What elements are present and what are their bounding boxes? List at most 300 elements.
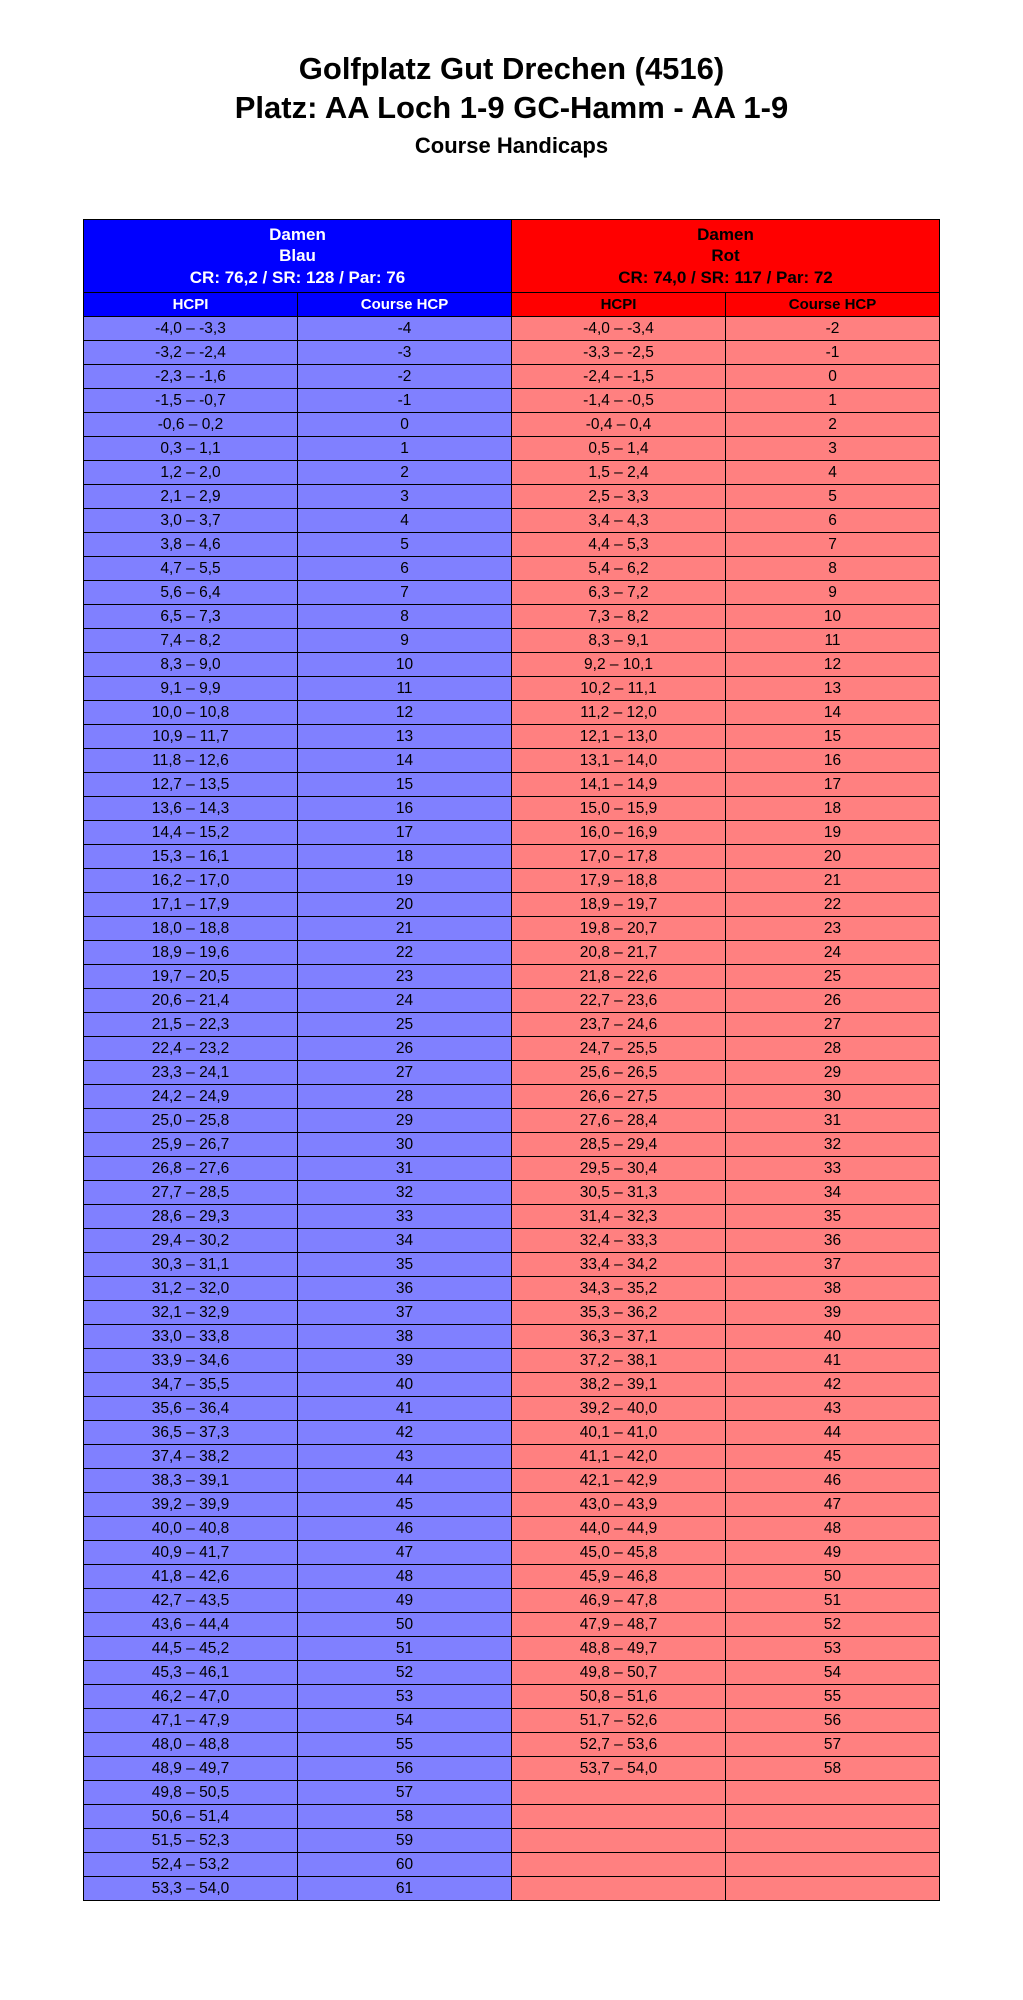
hcpi-range-blau: 48,0 – 48,8 <box>84 1733 298 1757</box>
table-row <box>84 1205 940 1229</box>
tee-header-rot <box>512 220 940 293</box>
hcpi-range-rot: 15,0 – 15,9 <box>512 797 726 821</box>
table-row <box>84 1781 940 1805</box>
course-hcp-rot: 6 <box>726 509 940 533</box>
hcpi-range-rot <box>512 1853 726 1877</box>
table-row <box>84 1805 940 1829</box>
hcpi-range-rot: 3,4 – 4,3 <box>512 509 726 533</box>
course-hcp-blau: 58 <box>298 1805 512 1829</box>
table-row <box>84 1589 940 1613</box>
hcpi-range-blau: 25,9 – 26,7 <box>84 1133 298 1157</box>
table-row <box>84 365 940 389</box>
tee-ratings: CR: 74,0 / SR: 117 / Par: 72 <box>618 267 833 287</box>
hcpi-range-rot: 1,5 – 2,4 <box>512 461 726 485</box>
hcpi-range-blau: 49,8 – 50,5 <box>84 1781 298 1805</box>
course-hcp-rot: 44 <box>726 1421 940 1445</box>
course-hcp-rot: 15 <box>726 725 940 749</box>
hcpi-range-blau: 29,4 – 30,2 <box>84 1229 298 1253</box>
hcpi-range-blau: 48,9 – 49,7 <box>84 1757 298 1781</box>
course-hcp-blau: 1 <box>298 437 512 461</box>
hcpi-range-blau: 50,6 – 51,4 <box>84 1805 298 1829</box>
course-hcp-rot: 4 <box>726 461 940 485</box>
hcpi-range-blau: -1,5 – -0,7 <box>84 389 298 413</box>
table-row <box>84 1637 940 1661</box>
tee-gender: Damen <box>697 224 754 244</box>
hcpi-range-blau: 6,5 – 7,3 <box>84 605 298 629</box>
course-hcp-blau: 19 <box>298 869 512 893</box>
table-row <box>84 1157 940 1181</box>
hcpi-range-blau: 37,4 – 38,2 <box>84 1445 298 1469</box>
course-hcp-rot <box>726 1853 940 1877</box>
course-hcp-rot: -1 <box>726 341 940 365</box>
table-row <box>84 1301 940 1325</box>
table-row <box>84 701 940 725</box>
table-row <box>84 941 940 965</box>
hcpi-range-blau: 9,1 – 9,9 <box>84 677 298 701</box>
course-hcp-rot: 5 <box>726 485 940 509</box>
table-row <box>84 437 940 461</box>
hcpi-range-rot: 12,1 – 13,0 <box>512 725 726 749</box>
table-row <box>84 989 940 1013</box>
hcpi-range-blau: 40,9 – 41,7 <box>84 1541 298 1565</box>
column-header-hcpi: HCPI <box>84 293 298 317</box>
hcpi-range-rot: 23,7 – 24,6 <box>512 1013 726 1037</box>
hcpi-range-rot: 10,2 – 11,1 <box>512 677 726 701</box>
course-hcp-rot: 3 <box>726 437 940 461</box>
hcpi-range-blau: 33,9 – 34,6 <box>84 1349 298 1373</box>
course-hcp-blau: 3 <box>298 485 512 509</box>
table-row <box>84 1061 940 1085</box>
course-hcp-rot: 35 <box>726 1205 940 1229</box>
course-hcp-blau: 56 <box>298 1757 512 1781</box>
course-hcp-rot: 42 <box>726 1373 940 1397</box>
hcpi-range-rot: 29,5 – 30,4 <box>512 1157 726 1181</box>
hcpi-range-blau: 31,2 – 32,0 <box>84 1277 298 1301</box>
column-header-row <box>84 293 940 317</box>
hcpi-range-rot: 27,6 – 28,4 <box>512 1109 726 1133</box>
hcpi-range-blau: 5,6 – 6,4 <box>84 581 298 605</box>
table-row <box>84 821 940 845</box>
course-hcp-blau: 26 <box>298 1037 512 1061</box>
course-hcp-rot: 36 <box>726 1229 940 1253</box>
hcpi-range-blau: 3,8 – 4,6 <box>84 533 298 557</box>
course-hcp-blau: 61 <box>298 1877 512 1901</box>
column-header-course-hcp: Course HCP <box>298 293 512 317</box>
course-hcp-blau: 48 <box>298 1565 512 1589</box>
hcpi-range-blau: 47,1 – 47,9 <box>84 1709 298 1733</box>
course-hcp-rot: 20 <box>726 845 940 869</box>
course-hcp-rot: 33 <box>726 1157 940 1181</box>
table-row <box>84 1181 940 1205</box>
course-hcp-rot: 27 <box>726 1013 940 1037</box>
hcpi-range-rot: 30,5 – 31,3 <box>512 1181 726 1205</box>
hcpi-range-rot: 13,1 – 14,0 <box>512 749 726 773</box>
course-hcp-blau: 60 <box>298 1853 512 1877</box>
hcpi-range-rot <box>512 1829 726 1853</box>
course-hcp-blau: 37 <box>298 1301 512 1325</box>
course-hcp-rot: 54 <box>726 1661 940 1685</box>
table-row <box>84 317 940 341</box>
course-hcp-rot: 13 <box>726 677 940 701</box>
course-hcp-rot: 47 <box>726 1493 940 1517</box>
hcpi-range-blau: -4,0 – -3,3 <box>84 317 298 341</box>
course-hcp-rot: 41 <box>726 1349 940 1373</box>
table-row <box>84 1013 940 1037</box>
course-hcp-rot: 22 <box>726 893 940 917</box>
course-hcp-blau: -2 <box>298 365 512 389</box>
course-hcp-blau: 41 <box>298 1397 512 1421</box>
course-hcp-rot: 48 <box>726 1517 940 1541</box>
hcpi-range-blau: 25,0 – 25,8 <box>84 1109 298 1133</box>
course-hcp-blau: 17 <box>298 821 512 845</box>
hcpi-range-blau: 35,6 – 36,4 <box>84 1397 298 1421</box>
hcpi-range-blau: 4,7 – 5,5 <box>84 557 298 581</box>
course-hcp-rot: 8 <box>726 557 940 581</box>
course-hcp-blau: 33 <box>298 1205 512 1229</box>
table-row <box>84 509 940 533</box>
hcpi-range-rot <box>512 1805 726 1829</box>
table-row <box>84 1253 940 1277</box>
hcpi-range-rot: 2,5 – 3,3 <box>512 485 726 509</box>
course-hcp-blau: 2 <box>298 461 512 485</box>
table-row <box>84 461 940 485</box>
hcpi-range-blau: 24,2 – 24,9 <box>84 1085 298 1109</box>
hcpi-range-rot: 4,4 – 5,3 <box>512 533 726 557</box>
course-hcp-blau: 9 <box>298 629 512 653</box>
hcpi-range-rot: 7,3 – 8,2 <box>512 605 726 629</box>
hcpi-range-rot: 45,0 – 45,8 <box>512 1541 726 1565</box>
hcpi-range-blau: 20,6 – 21,4 <box>84 989 298 1013</box>
hcpi-range-rot: 21,8 – 22,6 <box>512 965 726 989</box>
course-hcp-blau: 28 <box>298 1085 512 1109</box>
hcpi-range-rot: 31,4 – 32,3 <box>512 1205 726 1229</box>
tee-color: Blau <box>279 246 316 266</box>
hcpi-range-blau: 13,6 – 14,3 <box>84 797 298 821</box>
table-row <box>84 1853 940 1877</box>
table-row <box>84 1085 940 1109</box>
hcpi-range-blau: 0,3 – 1,1 <box>84 437 298 461</box>
table-row <box>84 1709 940 1733</box>
course-hcp-rot: 2 <box>726 413 940 437</box>
course-hcp-rot <box>726 1829 940 1853</box>
page-title: Golfplatz Gut Drechen (4516) <box>298 51 725 86</box>
table-row <box>84 485 940 509</box>
course-hcp-blau: 42 <box>298 1421 512 1445</box>
hcpi-range-rot: 14,1 – 14,9 <box>512 773 726 797</box>
tee-ratings: CR: 76,2 / SR: 128 / Par: 76 <box>189 267 406 287</box>
table-row <box>84 389 940 413</box>
hcpi-range-rot: 36,3 – 37,1 <box>512 1325 726 1349</box>
table-row <box>84 1037 940 1061</box>
hcpi-range-blau: 26,8 – 27,6 <box>84 1157 298 1181</box>
course-hcp-blau: 20 <box>298 893 512 917</box>
table-row <box>84 629 940 653</box>
hcpi-range-blau: 1,2 – 2,0 <box>84 461 298 485</box>
course-hcp-rot: -2 <box>726 317 940 341</box>
course-hcp-blau: 45 <box>298 1493 512 1517</box>
hcpi-range-blau: 3,0 – 3,7 <box>84 509 298 533</box>
hcpi-range-rot: 49,8 – 50,7 <box>512 1661 726 1685</box>
hcpi-range-blau: 21,5 – 22,3 <box>84 1013 298 1037</box>
course-hcp-rot: 37 <box>726 1253 940 1277</box>
course-hcp-rot: 23 <box>726 917 940 941</box>
table-row <box>84 1277 940 1301</box>
course-hcp-rot: 46 <box>726 1469 940 1493</box>
course-hcp-rot: 58 <box>726 1757 940 1781</box>
hcpi-range-blau: -3,2 – -2,4 <box>84 341 298 365</box>
hcpi-range-rot <box>512 1877 726 1901</box>
course-hcp-rot: 39 <box>726 1301 940 1325</box>
course-hcp-blau: 24 <box>298 989 512 1013</box>
course-hcp-blau: 7 <box>298 581 512 605</box>
column-header-hcpi: HCPI <box>512 293 726 317</box>
hcpi-range-blau: 34,7 – 35,5 <box>84 1373 298 1397</box>
hcpi-range-blau: 22,4 – 23,2 <box>84 1037 298 1061</box>
hcpi-range-rot: 19,8 – 20,7 <box>512 917 726 941</box>
hcpi-range-rot: 40,1 – 41,0 <box>512 1421 726 1445</box>
table-row <box>84 1541 940 1565</box>
hcpi-range-blau: 41,8 – 42,6 <box>84 1565 298 1589</box>
course-hcp-blau: 51 <box>298 1637 512 1661</box>
table-row <box>84 1421 940 1445</box>
table-row <box>84 1373 940 1397</box>
handicap-table <box>83 219 940 1901</box>
course-hcp-blau: 30 <box>298 1133 512 1157</box>
hcpi-range-rot: 47,9 – 48,7 <box>512 1613 726 1637</box>
table-row <box>84 773 940 797</box>
hcpi-range-blau: 36,5 – 37,3 <box>84 1421 298 1445</box>
course-hcp-blau: 34 <box>298 1229 512 1253</box>
course-hcp-rot: 45 <box>726 1445 940 1469</box>
hcpi-range-rot: 8,3 – 9,1 <box>512 629 726 653</box>
table-row <box>84 1133 940 1157</box>
course-hcp-rot: 14 <box>726 701 940 725</box>
handicap-rows <box>84 317 940 1901</box>
course-hcp-blau: 16 <box>298 797 512 821</box>
course-hcp-rot <box>726 1877 940 1901</box>
hcpi-range-rot: 45,9 – 46,8 <box>512 1565 726 1589</box>
hcpi-range-rot: 28,5 – 29,4 <box>512 1133 726 1157</box>
course-hcp-blau: 0 <box>298 413 512 437</box>
hcpi-range-rot: 52,7 – 53,6 <box>512 1733 726 1757</box>
hcpi-range-rot: 53,7 – 54,0 <box>512 1757 726 1781</box>
course-hcp-rot: 51 <box>726 1589 940 1613</box>
table-row <box>84 1565 940 1589</box>
table-row <box>84 533 940 557</box>
hcpi-range-rot: 32,4 – 33,3 <box>512 1229 726 1253</box>
course-hcp-blau: 32 <box>298 1181 512 1205</box>
hcpi-range-blau: 51,5 – 52,3 <box>84 1829 298 1853</box>
course-hcp-blau: 35 <box>298 1253 512 1277</box>
hcpi-range-blau: 15,3 – 16,1 <box>84 845 298 869</box>
hcpi-range-rot: 42,1 – 42,9 <box>512 1469 726 1493</box>
course-hcp-blau: 8 <box>298 605 512 629</box>
course-hcp-blau: 12 <box>298 701 512 725</box>
hcpi-range-rot: 41,1 – 42,0 <box>512 1445 726 1469</box>
hcpi-range-rot: -1,4 – -0,5 <box>512 389 726 413</box>
course-hcp-blau: 52 <box>298 1661 512 1685</box>
hcpi-range-rot: 46,9 – 47,8 <box>512 1589 726 1613</box>
hcpi-range-blau: -0,6 – 0,2 <box>84 413 298 437</box>
hcpi-range-rot: -4,0 – -3,4 <box>512 317 726 341</box>
course-hcp-rot: 24 <box>726 941 940 965</box>
course-hcp-blau: 11 <box>298 677 512 701</box>
hcpi-range-rot: 25,6 – 26,5 <box>512 1061 726 1085</box>
table-row <box>84 1877 940 1901</box>
course-hcp-blau: 13 <box>298 725 512 749</box>
course-hcp-rot: 12 <box>726 653 940 677</box>
course-hcp-rot: 53 <box>726 1637 940 1661</box>
hcpi-range-blau: 2,1 – 2,9 <box>84 485 298 509</box>
course-hcp-blau: 53 <box>298 1685 512 1709</box>
table-row <box>84 653 940 677</box>
course-hcp-rot: 38 <box>726 1277 940 1301</box>
course-hcp-rot: 18 <box>726 797 940 821</box>
table-row <box>84 557 940 581</box>
hcpi-range-rot <box>512 1781 726 1805</box>
course-hcp-blau: 47 <box>298 1541 512 1565</box>
table-row <box>84 1757 940 1781</box>
hcpi-range-rot: 26,6 – 27,5 <box>512 1085 726 1109</box>
hcpi-range-blau: 40,0 – 40,8 <box>84 1517 298 1541</box>
hcpi-range-blau: 7,4 – 8,2 <box>84 629 298 653</box>
hcpi-range-rot: 17,9 – 18,8 <box>512 869 726 893</box>
course-hcp-blau: 57 <box>298 1781 512 1805</box>
hcpi-range-blau: 45,3 – 46,1 <box>84 1661 298 1685</box>
table-row <box>84 677 940 701</box>
course-hcp-rot: 55 <box>726 1685 940 1709</box>
hcpi-range-rot: 24,7 – 25,5 <box>512 1037 726 1061</box>
hcpi-range-blau: 44,5 – 45,2 <box>84 1637 298 1661</box>
table-row <box>84 1325 940 1349</box>
hcpi-range-rot: 22,7 – 23,6 <box>512 989 726 1013</box>
course-hcp-rot: 21 <box>726 869 940 893</box>
hcpi-range-blau: 42,7 – 43,5 <box>84 1589 298 1613</box>
hcpi-range-rot: 6,3 – 7,2 <box>512 581 726 605</box>
hcpi-range-rot: -0,4 – 0,4 <box>512 413 726 437</box>
hcpi-range-blau: 38,3 – 39,1 <box>84 1469 298 1493</box>
tee-gender: Damen <box>269 224 326 244</box>
tee-header-row <box>84 220 940 293</box>
course-hcp-rot: 57 <box>726 1733 940 1757</box>
course-hcp-blau: 59 <box>298 1829 512 1853</box>
table-row <box>84 413 940 437</box>
hcpi-range-blau: 43,6 – 44,4 <box>84 1613 298 1637</box>
hcpi-range-blau: 18,0 – 18,8 <box>84 917 298 941</box>
hcpi-range-blau: 33,0 – 33,8 <box>84 1325 298 1349</box>
course-hcp-blau: 4 <box>298 509 512 533</box>
course-hcp-rot: 19 <box>726 821 940 845</box>
course-hcp-rot: 16 <box>726 749 940 773</box>
course-hcp-blau: 43 <box>298 1445 512 1469</box>
table-row <box>84 1229 940 1253</box>
course-hcp-rot: 9 <box>726 581 940 605</box>
course-hcp-rot: 10 <box>726 605 940 629</box>
course-hcp-blau: 46 <box>298 1517 512 1541</box>
hcpi-range-rot: 20,8 – 21,7 <box>512 941 726 965</box>
table-row <box>84 1349 940 1373</box>
course-hcp-blau: -1 <box>298 389 512 413</box>
hcpi-range-rot: 39,2 – 40,0 <box>512 1397 726 1421</box>
hcpi-range-rot: 38,2 – 39,1 <box>512 1373 726 1397</box>
course-hcp-rot <box>726 1805 940 1829</box>
course-hcp-blau: 23 <box>298 965 512 989</box>
course-hcp-blau: 55 <box>298 1733 512 1757</box>
hcpi-range-blau: 32,1 – 32,9 <box>84 1301 298 1325</box>
course-hcp-rot: 56 <box>726 1709 940 1733</box>
course-hcp-rot: 52 <box>726 1613 940 1637</box>
hcpi-range-rot: 50,8 – 51,6 <box>512 1685 726 1709</box>
table-row <box>84 581 940 605</box>
hcpi-range-blau: 27,7 – 28,5 <box>84 1181 298 1205</box>
column-header-course-hcp: Course HCP <box>726 293 940 317</box>
hcpi-range-rot: 48,8 – 49,7 <box>512 1637 726 1661</box>
course-hcp-blau: 49 <box>298 1589 512 1613</box>
table-row <box>84 1493 940 1517</box>
course-hcp-blau: 31 <box>298 1157 512 1181</box>
course-hcp-blau: 40 <box>298 1373 512 1397</box>
hcpi-range-rot: 37,2 – 38,1 <box>512 1349 726 1373</box>
course-hcp-blau: -4 <box>298 317 512 341</box>
hcpi-range-blau: 19,7 – 20,5 <box>84 965 298 989</box>
table-row <box>84 1733 940 1757</box>
course-hcp-rot: 17 <box>726 773 940 797</box>
hcpi-range-blau: 52,4 – 53,2 <box>84 1853 298 1877</box>
hcpi-range-blau: -2,3 – -1,6 <box>84 365 298 389</box>
table-row <box>84 605 940 629</box>
hcpi-range-blau: 11,8 – 12,6 <box>84 749 298 773</box>
tee-header-blau <box>84 220 512 293</box>
hcpi-range-rot: 16,0 – 16,9 <box>512 821 726 845</box>
hcpi-range-rot: 17,0 – 17,8 <box>512 845 726 869</box>
course-hcp-rot: 26 <box>726 989 940 1013</box>
course-hcp-rot <box>726 1781 940 1805</box>
course-hcp-rot: 28 <box>726 1037 940 1061</box>
course-hcp-blau: 21 <box>298 917 512 941</box>
course-hcp-rot: 0 <box>726 365 940 389</box>
hcpi-range-blau: 8,3 – 9,0 <box>84 653 298 677</box>
course-hcp-rot: 32 <box>726 1133 940 1157</box>
course-hcp-blau: 22 <box>298 941 512 965</box>
table-row <box>84 845 940 869</box>
course-hcp-blau: 14 <box>298 749 512 773</box>
hcpi-range-blau: 39,2 – 39,9 <box>84 1493 298 1517</box>
course-hcp-blau: 44 <box>298 1469 512 1493</box>
table-caption: Course Handicaps <box>414 133 609 158</box>
table-row <box>84 965 940 989</box>
course-hcp-blau: 39 <box>298 1349 512 1373</box>
course-hcp-blau: 25 <box>298 1013 512 1037</box>
table-row <box>84 1109 940 1133</box>
hcpi-range-blau: 53,3 – 54,0 <box>84 1877 298 1901</box>
course-hcp-blau: 29 <box>298 1109 512 1133</box>
table-row <box>84 749 940 773</box>
hcpi-range-rot: 11,2 – 12,0 <box>512 701 726 725</box>
table-row <box>84 869 940 893</box>
table-row <box>84 1469 940 1493</box>
hcpi-range-blau: 14,4 – 15,2 <box>84 821 298 845</box>
table-row <box>84 917 940 941</box>
table-row <box>84 1685 940 1709</box>
hcpi-range-rot: 5,4 – 6,2 <box>512 557 726 581</box>
course-hcp-blau: 15 <box>298 773 512 797</box>
table-row <box>84 1829 940 1853</box>
course-hcp-blau: 50 <box>298 1613 512 1637</box>
hcpi-range-rot: 51,7 – 52,6 <box>512 1709 726 1733</box>
table-row <box>84 1517 940 1541</box>
hcpi-range-rot: 44,0 – 44,9 <box>512 1517 726 1541</box>
course-hcp-blau: 36 <box>298 1277 512 1301</box>
